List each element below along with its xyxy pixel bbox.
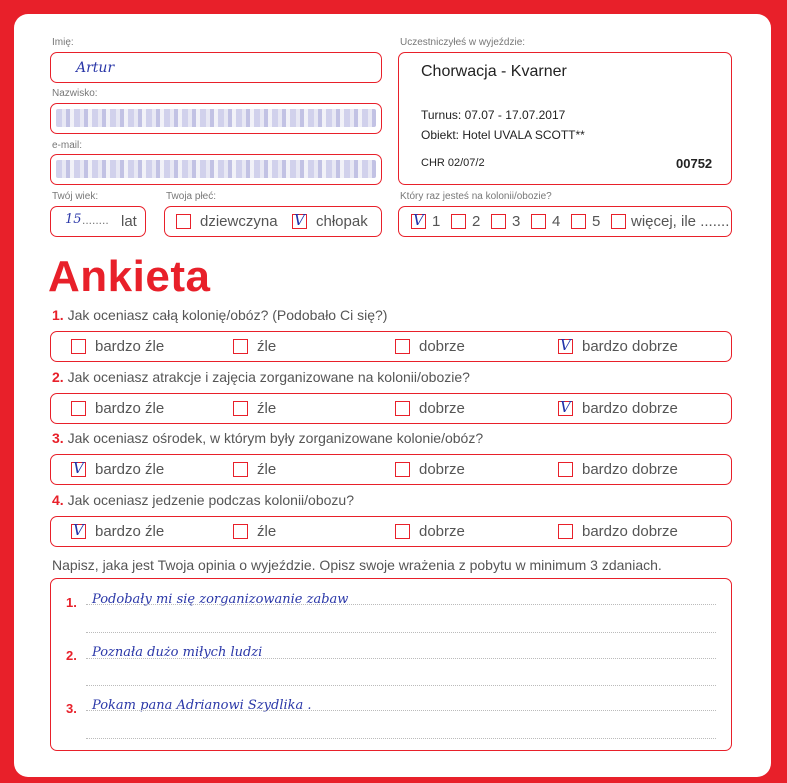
gender-label: Twoja płeć: [166,191,217,202]
times-field [398,206,732,237]
q4-zle-label: źle [257,523,277,540]
q1-bardzo-zle-checkbox[interactable] [71,339,86,354]
redacted-last-name [56,109,376,127]
check-mark: V [294,211,305,229]
email-label: e-mail: [52,140,83,151]
question-3-text [52,430,483,446]
writing-rule [86,685,716,686]
trip-box [398,52,732,185]
q3-bardzo-dobrze-label: bardzo dobrze [582,461,678,478]
question-1-text [52,307,387,323]
check-mark: V [413,211,424,229]
survey-title: Ankieta [48,252,211,301]
age-label: Twój wiek: [52,191,99,202]
q3-zle-checkbox[interactable] [233,462,248,477]
age-suffix: lat [121,213,137,230]
q2-dobrze-label: dobrze [419,400,465,417]
first-name-value: Artur [76,60,115,76]
q4-dobrze-label: dobrze [419,523,465,540]
check-mark: V [560,398,571,416]
gender-field [164,206,382,237]
times-label: Który raz jesteś na kolonii/obozie? [400,191,552,202]
writing-rule [86,710,716,711]
q1-zle-label: źle [257,338,277,355]
writing-rule [86,658,716,659]
q2-zle-label: źle [257,400,277,417]
trip-label: Uczestniczyłeś w wyjeździe: [400,37,526,48]
gender-male-label: chłopak [316,213,368,230]
times-3-label: 3 [512,213,521,230]
times-2-checkbox[interactable] [451,214,466,229]
q2-bardzo-dobrze-label: bardzo dobrze [582,400,678,417]
q3-bardzo-zle-checkbox[interactable] [71,459,86,477]
question-2-options [50,393,732,424]
q1-bardzo-dobrze-label: bardzo dobrze [582,338,678,355]
q3-dobrze-label: dobrze [419,461,465,478]
q4-bardzo-zle-checkbox[interactable] [71,521,86,539]
opinion-prompt: Napisz, jaka jest Twoja opinia o wyjeździe. Opisz swoje wrażenia z pobytu w minimum 3 zdaniach. [52,557,662,573]
writing-rule [86,738,716,739]
opinion-line-number: 3. [66,701,77,716]
trip-number: 00752 [676,156,713,171]
gender-female-checkbox[interactable] [176,214,191,229]
question-1-options [50,331,732,362]
question-label: Jak oceniasz całą kolonię/obóz? (Podobało Ci się?) [67,307,388,323]
check-mark: V [73,459,84,477]
times-5-checkbox[interactable] [571,214,586,229]
q2-bardzo-zle-label: bardzo źle [95,400,165,417]
q3-bardzo-zle-label: bardzo źle [95,461,165,478]
times-2-label: 2 [472,213,481,230]
first-name-field[interactable] [50,52,382,83]
q4-bardzo-dobrze-checkbox[interactable] [558,524,573,539]
trip-obiekt: Obiekt: Hotel UVALA SCOTT** [421,128,585,142]
q4-dobrze-checkbox[interactable] [395,524,410,539]
trip-name: Chorwacja - Kvarner [421,63,567,80]
age-value: 15 [65,212,82,227]
q3-zle-label: źle [257,461,277,478]
q4-bardzo-zle-label: bardzo źle [95,523,165,540]
question-number: 2. [52,369,64,385]
age-field[interactable] [50,206,146,237]
question-3-options [50,454,732,485]
trip-turnus: Turnus: 07.07 - 17.07.2017 [421,108,566,122]
first-name-label: Imię: [52,37,74,48]
times-1-checkbox[interactable] [411,211,426,229]
q1-bardzo-zle-label: bardzo źle [95,338,165,355]
opinion-line-number: 1. [66,595,77,610]
q2-zle-checkbox[interactable] [233,401,248,416]
check-mark: V [560,336,571,354]
q3-dobrze-checkbox[interactable] [395,462,410,477]
q1-zle-checkbox[interactable] [233,339,248,354]
q1-dobrze-checkbox[interactable] [395,339,410,354]
times-4-label: 4 [552,213,561,230]
q2-dobrze-checkbox[interactable] [395,401,410,416]
question-number: 4. [52,492,64,508]
last-name-label: Nazwisko: [52,88,98,99]
writing-rule [86,604,716,605]
question-4-text [52,492,354,508]
q4-bardzo-dobrze-label: bardzo dobrze [582,523,678,540]
q1-bardzo-dobrze-checkbox[interactable] [558,336,573,354]
opinion-line-2-text: Poznała dużo miłych ludzi [92,645,263,660]
times-4-checkbox[interactable] [531,214,546,229]
question-4-options [50,516,732,547]
times-5-label: 5 [592,213,601,230]
last-name-field[interactable] [50,103,382,134]
times-1-label: 1 [432,213,441,230]
question-label: Jak oceniasz jedzenie podczas kolonii/obozu? [67,492,354,508]
q2-bardzo-dobrze-checkbox[interactable] [558,398,573,416]
age-dots: ........ [82,213,109,227]
times-more-label: więcej, ile ....... [631,213,730,230]
writing-rule [86,632,716,633]
q2-bardzo-zle-checkbox[interactable] [71,401,86,416]
times-3-checkbox[interactable] [491,214,506,229]
times-more-checkbox[interactable] [611,214,626,229]
q1-dobrze-label: dobrze [419,338,465,355]
question-label: Jak oceniasz atrakcje i zajęcia zorganizowane na kolonii/obozie? [67,369,470,385]
opinion-line-number: 2. [66,648,77,663]
trip-code: CHR 02/07/2 [421,157,485,169]
question-number: 3. [52,430,64,446]
email-field[interactable] [50,154,382,185]
question-number: 1. [52,307,64,323]
gender-male-checkbox[interactable] [292,211,307,229]
q3-bardzo-dobrze-checkbox[interactable] [558,462,573,477]
question-label: Jak oceniasz ośrodek, w którym były zorganizowane kolonie/obóz? [67,430,484,446]
redacted-email [56,160,376,178]
gender-female-label: dziewczyna [200,213,278,230]
q4-zle-checkbox[interactable] [233,524,248,539]
question-2-text [52,369,470,385]
check-mark: V [73,521,84,539]
opinion-line-1-text: Podobały mi się zorganizowanie zabaw [92,592,349,607]
opinion-line-3-text: Pokam pana Adrianowi Szydlika . [92,698,312,713]
